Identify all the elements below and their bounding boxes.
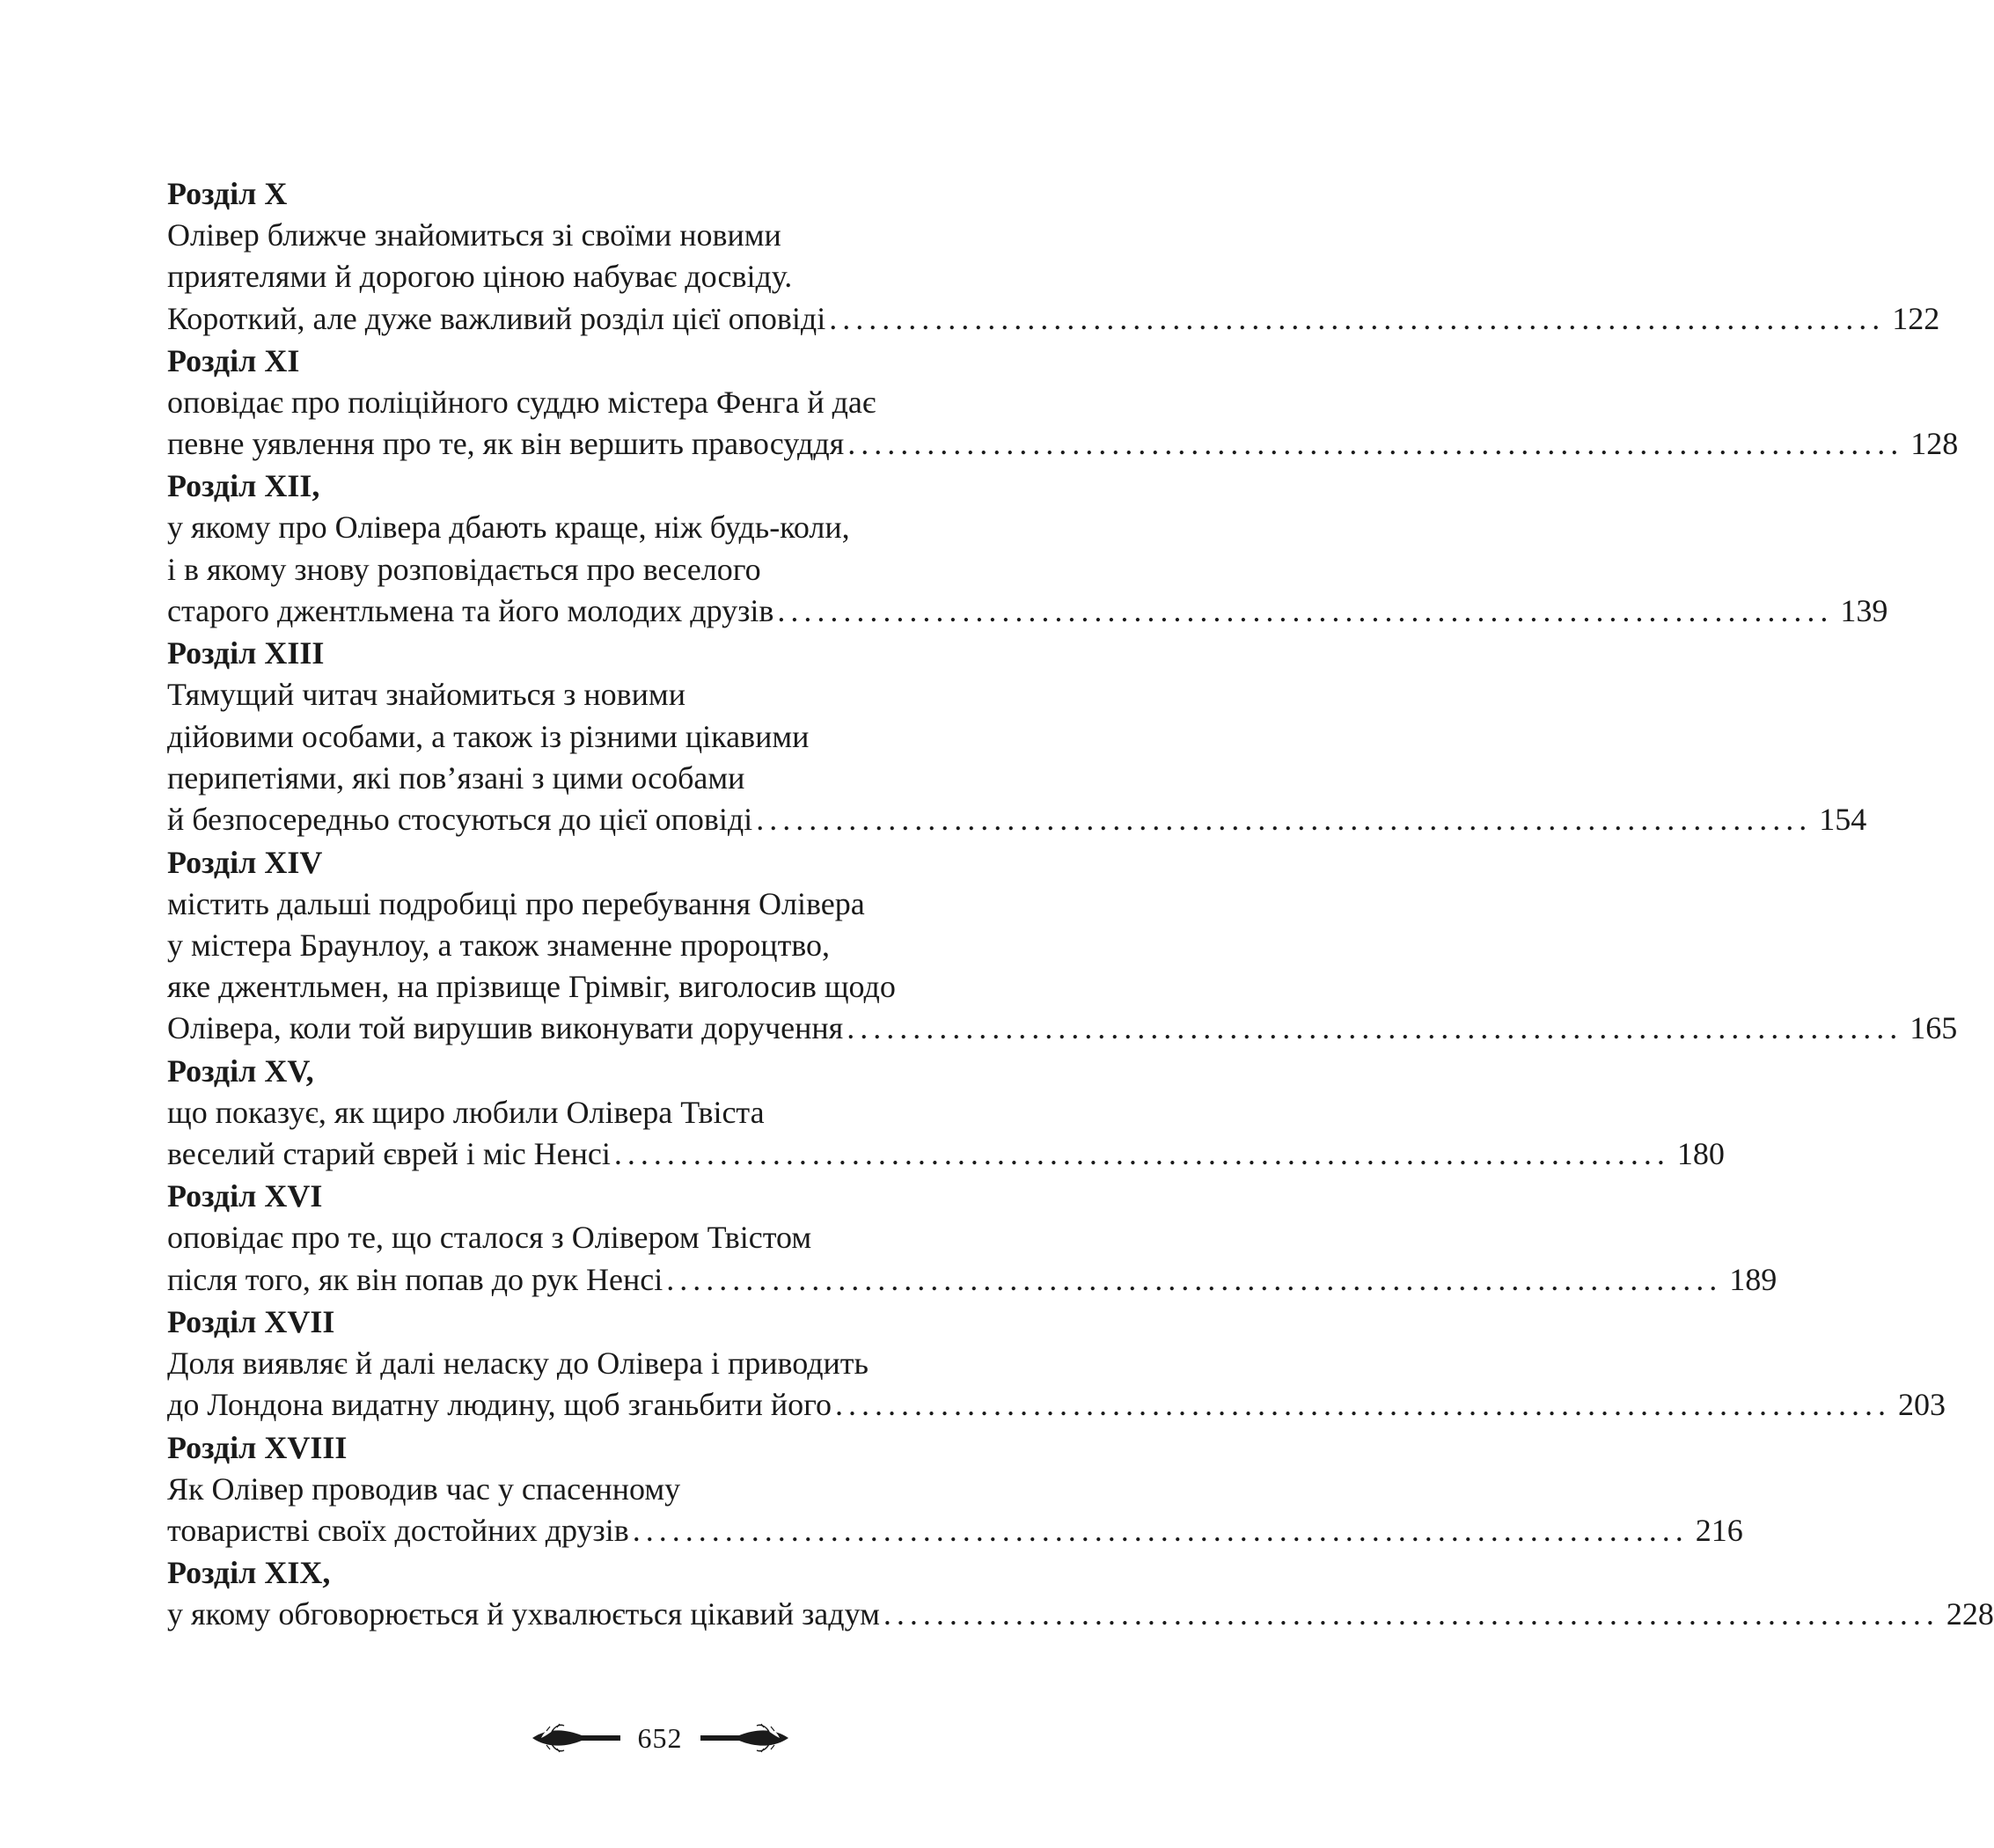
toc-page-number: 216 [1695, 1512, 1743, 1548]
toc-entry-last-line [167, 1594, 1994, 1635]
toc-entry-last-line [167, 1133, 1725, 1175]
chapter-description-line: Короткий, але дуже важливий розділ цієї оповіді [167, 300, 826, 336]
chapter-description-line: що показує, як щиро любили Олівера Твіста [167, 1094, 765, 1130]
dot-leader: ................................................................................ [834, 1387, 1891, 1423]
chapter-heading: Розділ XVI [167, 1178, 323, 1214]
chapter-description-line: оповідає про поліційного суддю містера Фенга й дає [167, 384, 876, 420]
chapter-heading: Розділ XIX, [167, 1555, 331, 1591]
dot-leader: ................................................................................ [777, 593, 1834, 629]
toc-entry [167, 1426, 1743, 1552]
toc-entry [167, 632, 1867, 840]
toc-entry-last-line [167, 799, 1867, 840]
chapter-description-line: Олівер ближче знайомиться зі своїми новими [167, 217, 781, 253]
toc-page-number: 154 [1819, 802, 1867, 838]
chapter-heading: Розділ XI [167, 342, 300, 378]
chapter-description-line: оповідає про те, що сталося з Олівером Твістом [167, 1220, 812, 1256]
toc-page-number: 203 [1897, 1387, 1946, 1423]
chapter-description-line: Олівера, коли той вирушив виконувати доручення [167, 1010, 844, 1046]
chapter-description-line: перипетіями, які пов’язані з цими особами [167, 759, 745, 796]
toc-entry-last-line [167, 298, 1940, 340]
chapter-heading: Розділ XIII [167, 635, 325, 671]
toc-entry-last-line [167, 1510, 1743, 1551]
chapter-heading: Розділ XVIII [167, 1429, 348, 1465]
toc-entry [167, 1050, 1725, 1176]
chapter-description-line: Тямущий читач знайомиться з новими [167, 677, 685, 713]
toc-entry [167, 340, 1959, 466]
chapter-description-line: певне уявлення про те, як він вершить правосуддя [167, 426, 845, 462]
chapter-description-line: яке джентльмен, на прізвище Грімвіг, виголосив щодо [167, 969, 896, 1005]
toc-entry [167, 1175, 1778, 1301]
dot-leader: ................................................................................ [756, 802, 1813, 838]
chapter-description-line: веселий старий єврей і міс Ненсі [167, 1136, 611, 1172]
dot-leader: ................................................................................ [847, 426, 1904, 462]
chapter-description-line: приятелями й дорогою ціною набуває досвіду. [167, 259, 793, 295]
chapter-heading: Розділ XII, [167, 468, 320, 504]
toc-page-number: 128 [1910, 426, 1959, 462]
dot-leader: ................................................................................ [666, 1261, 1723, 1297]
toc-entry-last-line [167, 1384, 1946, 1426]
leaf-flourish-icon [529, 1723, 626, 1753]
page-number: 652 [637, 1722, 683, 1754]
toc-page-number: 180 [1676, 1136, 1725, 1172]
chapter-description-line: Доля виявляє й далі неласку до Олівера і приводить [167, 1345, 869, 1381]
chapter-description-line: дійовими особами, а також із різними цікавими [167, 718, 810, 754]
page-footer [0, 1720, 1320, 1756]
dot-leader: ................................................................................ [883, 1596, 1939, 1632]
dot-leader: ................................................................................ [613, 1136, 1670, 1172]
toc-entry [167, 841, 1958, 1050]
chapter-description-line: після того, як він попав до рук Ненсі [167, 1261, 663, 1297]
toc-page-number: 122 [1892, 300, 1940, 336]
chapter-description-line: товаристві своїх достойних друзів [167, 1512, 629, 1548]
toc-entry-last-line [167, 1008, 1958, 1049]
toc-page-number: 165 [1910, 1010, 1958, 1046]
toc-page-number: 228 [1946, 1596, 1994, 1632]
chapter-description-line: у містера Браунлоу, а також знаменне пророцтво, [167, 927, 831, 963]
chapter-description-line: до Лондона видатну людину, щоб зганьбити його [167, 1387, 832, 1423]
leaf-flourish-icon [695, 1723, 792, 1753]
toc-entry [167, 172, 1940, 340]
chapter-description-line: старого джентльмена та його молодих друзів [167, 593, 774, 629]
dot-leader: ................................................................................ [829, 300, 1886, 336]
dot-leader: ................................................................................ [847, 1010, 1903, 1046]
toc-entry [167, 1301, 1946, 1426]
chapter-description-line: Як Олівер проводив час у спасенному [167, 1470, 681, 1507]
chapter-description-line: у якому про Олівера дбають краще, ніж будь-коли, [167, 510, 850, 546]
chapter-heading: Розділ X [167, 176, 288, 211]
chapter-heading: Розділ XIV [167, 844, 323, 880]
toc-entry-last-line [167, 590, 1888, 632]
chapter-heading: Розділ XVII [167, 1303, 335, 1339]
chapter-description-line: у якому обговорюється й ухвалюється цікавий задум [167, 1596, 880, 1632]
chapter-heading: Розділ XV, [167, 1052, 314, 1089]
toc-entry [167, 465, 1888, 632]
chapter-description-line: і в якому знову розповідається про веселого [167, 551, 761, 587]
table-of-contents [167, 172, 1994, 1635]
toc-entry-last-line [167, 423, 1959, 465]
toc-page-number: 189 [1729, 1261, 1778, 1297]
toc-entry-last-line [167, 1259, 1778, 1301]
toc-entry [167, 1551, 1994, 1635]
chapter-description-line: й безпосередньо стосуються до цієї оповіді [167, 802, 753, 838]
dot-leader: ................................................................................ [632, 1512, 1689, 1548]
toc-page-number: 139 [1840, 593, 1888, 629]
chapter-description-line: містить дальші подробиці про перебування Олівера [167, 885, 865, 921]
